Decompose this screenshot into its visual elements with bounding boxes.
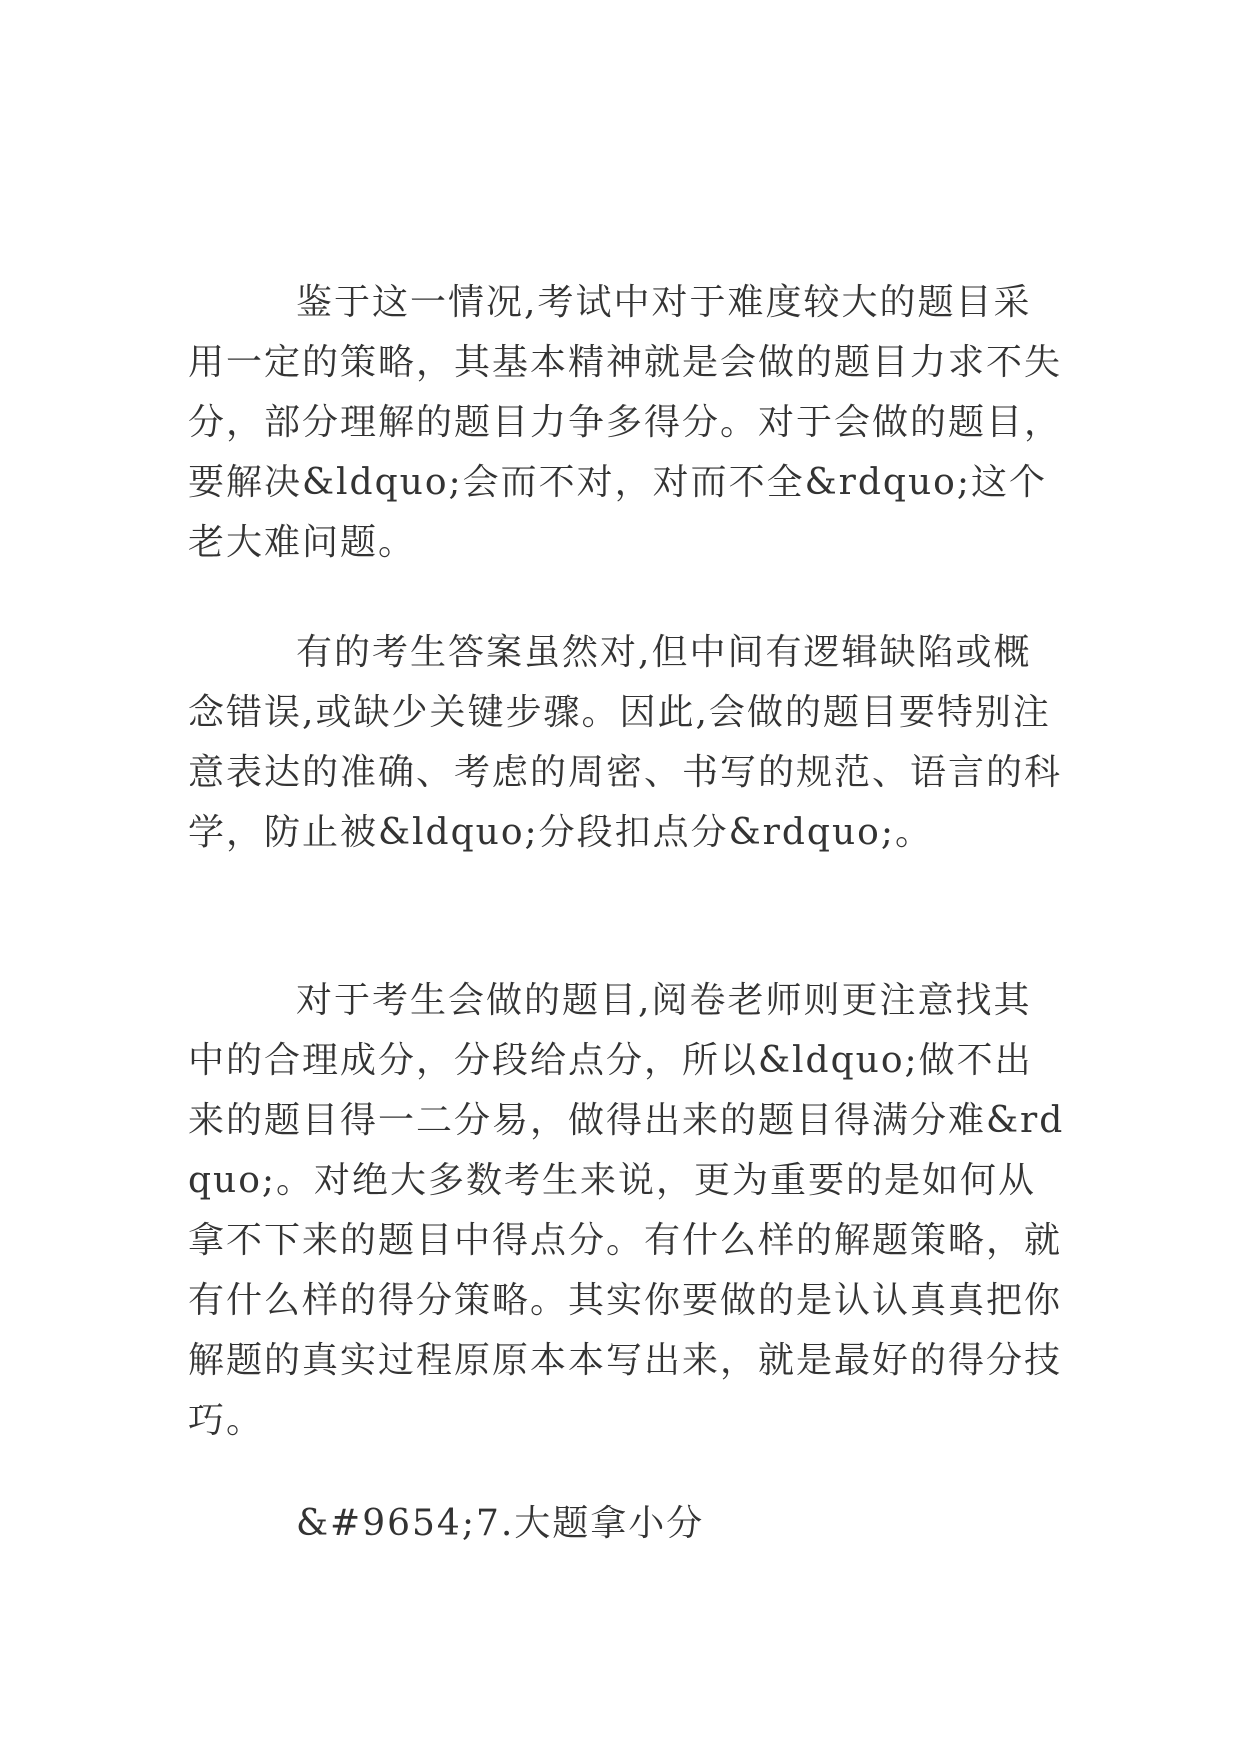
paragraph-strategy-intro: 鉴于这一情况,考试中对于难度较大的题目采用一定的策略，其基本精神就是会做的题目力求不失分，部分理解的题目力争多得分。对于会做的题目，要解决&ldquo;会而不对，对而不全&rdquo;这个老大难问题。 <box>188 282 1063 563</box>
paragraph-scoring-technique: 对于考生会做的题目,阅卷老师则更注意找其中的合理成分，分段给点分，所以&ldquo;做不出来的题目得一二分易，做得出来的题目得满分难&rdquo;。对绝大多数考生来说，更为重要的是如何从拿不下来的题目中得点分。有什么样的解题策略，就有什么样的得分策略。其实你要做的是认认真真把你解题的真实过程原原本本写出来，就是最好的得分技巧。 <box>188 980 1065 1441</box>
section-heading-big-question-small-score: &#9654;7.大题拿小分 <box>296 1503 705 1544</box>
paragraph-expression-accuracy: 有的考生答案虽然对,但中间有逻辑缺陷或概念错误,或缺少关键步骤。因此,会做的题目要特别注意表达的准确、考虑的周密、书写的规范、语言的科学，防止被&ldquo;分段扣点分&rdquo;。 <box>188 632 1063 853</box>
